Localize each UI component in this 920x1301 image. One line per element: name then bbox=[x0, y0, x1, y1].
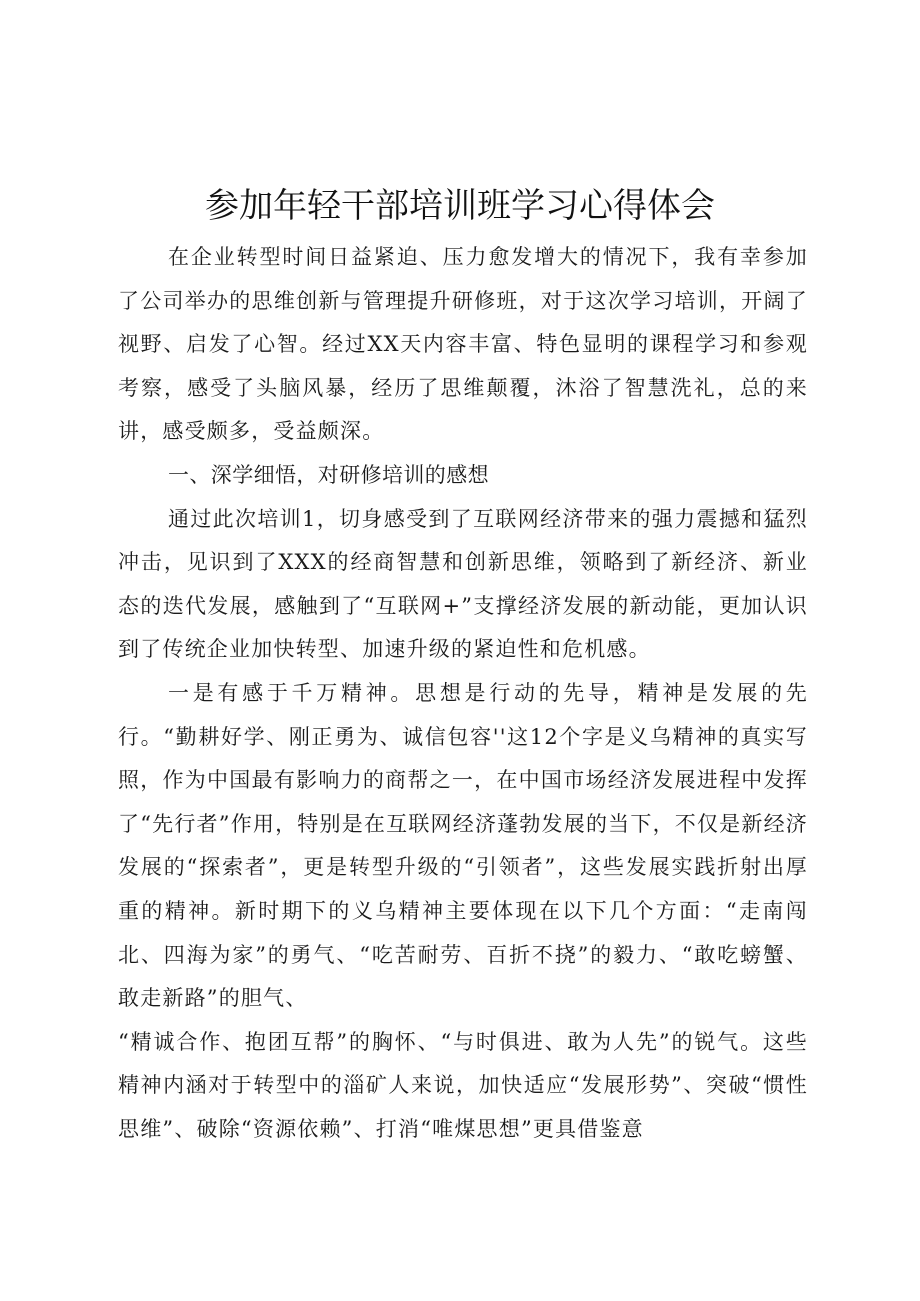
paragraph-spirit-continued: “精诚合作、抱团互帮”的胸怀、“与时俱进、敢为人先”的锐气。这些精神内涵对于转型中的淄矿人来说，加快适应“发展形势”、突破“惯性思维”、破除“资源依赖”、打消“唯煤思想”更具借鉴意 bbox=[118, 1029, 808, 1141]
paragraph-intro: 在企业转型时间日益紧迫、压力愈发增大的情况下，我有幸参加了公司举办的思维创新与管理提升研修班，对于这次学习培训，开阔了视野、启发了心智。经过XX天内容丰富、特色显明的课程学习和参观考察，感受了头脑风暴，经历了思维颠覆，沐浴了智慧洗礼，总的来讲，感受颇多，受益颇深。 bbox=[118, 245, 808, 444]
section-heading: 一、深学细悟，对研修培训的感想 bbox=[168, 462, 489, 487]
paragraph-training: 通过此次培训1，切身感受到了互联网经济带来的强力震撼和猛烈冲击，见识到了XXX的经商智慧和创新思维，领略到了新经济、新业态的迭代发展，感触到了“互联网+”支撑经济发展的新动能，更加认识到了传统企业加快转型、加速升级的紧迫性和危机感。 bbox=[118, 506, 808, 662]
document-body bbox=[118, 236, 808, 1151]
document-title: 参加年轻干部培训班学习心得体会 bbox=[205, 186, 715, 226]
paragraph-spirit: 一是有感于千万精神。思想是行动的先导，精神是发展的先行。“勤耕好学、刚正勇为、诚信包容''这12个字是义乌精神的真实写照，作为中国最有影响力的商帮之一，在中国市场经济发展进程中发挥了“先行者”作用，特别是在互联网经济蓬勃发展的当下，不仅是新经济发展的“探索者”，更是转型升级的“引领者”，这些发展实践折射出厚重的精神。新时期下的义乌精神主要体现在以下几个方面：“走南闯北、四海为家”的勇气、“吃苦耐劳、百折不挠”的毅力、“敢吃螃蟹、敢走新路”的胆气、 bbox=[118, 680, 808, 1011]
